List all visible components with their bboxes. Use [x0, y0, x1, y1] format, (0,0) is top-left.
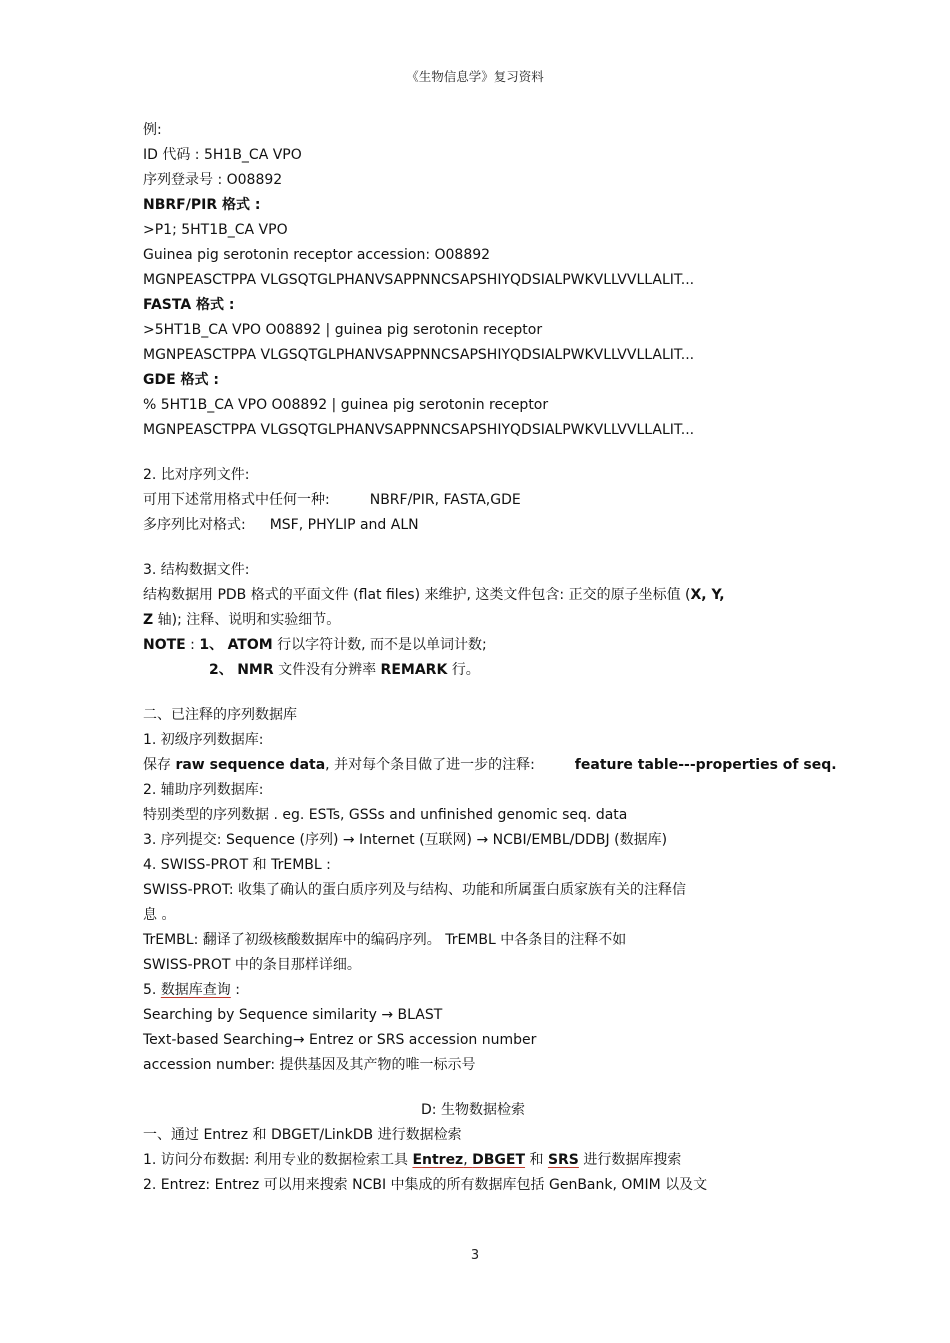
- note-line: [143, 658, 823, 683]
- text: 可用下述常用格式中任何一种:: [143, 492, 330, 508]
- text-line: [143, 978, 823, 1003]
- text: 格式 :: [191, 297, 235, 313]
- bold-text: REMARK: [380, 662, 448, 678]
- text-line: >P1; 5HT1B_CA VPO: [143, 222, 288, 238]
- text-line: 例:: [143, 122, 162, 138]
- text-line: [143, 1148, 823, 1173]
- text-line: 3. 序列提交: Sequence (序列) → Internet (互联网) → NCBI/EMBL/DDBJ (数据库): [143, 832, 668, 848]
- text: 1. 访问分布数据: 利用专业的数据检索工具: [143, 1152, 413, 1168]
- text-line: >5HT1B_CA VPO O08892 | guinea pig serotonin receptor: [143, 322, 543, 338]
- text: 行以字符计数, 而不是以单词计数;: [272, 637, 487, 653]
- text-line: Guinea pig serotonin receptor accession: O08892: [143, 247, 491, 263]
- page-header: 《生物信息学》复习资料: [406, 69, 544, 84]
- text: 5.: [143, 982, 161, 998]
- bold-text: raw sequence data: [175, 757, 326, 773]
- underlined-text: SRS: [547, 1152, 579, 1168]
- section-heading: 3. 结构数据文件:: [143, 562, 250, 578]
- section-heading: 二、已注释的序列数据库: [143, 707, 297, 723]
- bold-text: NMR: [237, 662, 274, 678]
- text-line: 4. SWISS-PROT 和 TrEMBL :: [143, 857, 331, 873]
- note-line: [143, 633, 823, 658]
- text: 结构数据用 PDB 格式的平面文件 (flat files) 来维护, 这类文件包含: 正交的原子坐标值 (: [143, 587, 691, 603]
- text-line: [143, 513, 823, 538]
- underlined-text: Entrez: [412, 1152, 464, 1168]
- text: , 并对每个条目做了进一步的注释:: [325, 757, 535, 773]
- bold-text: NBRF/PIR: [143, 197, 218, 213]
- text: MSF, PHYLIP and ALN: [269, 517, 419, 533]
- text: NBRF/PIR, FASTA,GDE: [369, 492, 521, 508]
- text-line: 1. 初级序列数据库:: [143, 732, 264, 748]
- text-line: [143, 608, 823, 633]
- format-heading-nbrf: [143, 193, 823, 218]
- text-line: Text-based Searching→ Entrez or SRS accession number: [143, 1032, 537, 1048]
- text: :: [230, 982, 240, 998]
- sequence-line: MGNPEASCTPPA VLGSQTGLPHANVSAPPNNCSAPSHIYQDSIALPWKVLLVVLLALIT...: [143, 347, 695, 363]
- text: :: [185, 637, 200, 653]
- text: 轴); 注释、说明和实验细节。: [153, 612, 341, 628]
- page-number: 3: [470, 1248, 480, 1263]
- format-heading-fasta: [143, 293, 823, 318]
- text-line: [143, 583, 823, 608]
- bold-text: GDE: [143, 372, 176, 388]
- text-line: Searching by Sequence similarity → BLAST: [143, 1007, 443, 1023]
- underlined-text: DBGET: [472, 1152, 526, 1168]
- text-line: ID 代码 : 5H1B_CA VPO: [143, 147, 302, 163]
- text: 文件没有分辨率: [273, 662, 381, 678]
- bold-text: FASTA: [143, 297, 192, 313]
- bold-text: Z: [143, 612, 154, 628]
- text-line: accession number: 提供基因及其产物的唯一标示号: [143, 1057, 476, 1073]
- text-line: 序列登录号 : O08892: [143, 172, 283, 188]
- sequence-line: MGNPEASCTPPA VLGSQTGLPHANVSAPPNNCSAPSHIYQDSIALPWKVLLVVLLALIT...: [143, 422, 695, 438]
- text-line: SWISS-PROT 中的条目那样详细。: [143, 957, 361, 973]
- text: 和: [525, 1152, 548, 1168]
- text-line: [143, 488, 823, 513]
- text-line: 特别类型的序列数据 . eg. ESTs, GSSs and unfinished genomic seq. data: [143, 807, 628, 823]
- text-line: TrEMBL: 翻译了初级核酸数据库中的编码序列。 TrEMBL 中各条目的注释不如: [143, 932, 627, 948]
- text: ,: [463, 1152, 473, 1168]
- bold-text: 1、: [199, 637, 224, 653]
- bold-text: 2、: [209, 662, 233, 678]
- bold-text: NOTE: [143, 637, 186, 653]
- text: 保存: [143, 757, 176, 773]
- section-heading: 2. 比对序列文件:: [143, 467, 250, 483]
- text: 格式 :: [217, 197, 261, 213]
- text-line: % 5HT1B_CA VPO O08892 | guinea pig serotonin receptor: [143, 397, 549, 413]
- text-line: SWISS-PROT: 收集了确认的蛋白质序列及与结构、功能和所属蛋白质家族有关的注释信: [143, 882, 687, 898]
- text-line: 一、通过 Entrez 和 DBGET/LinkDB 进行数据检索: [143, 1127, 462, 1143]
- underlined-text: 数据库查询: [160, 982, 231, 998]
- text: 进行数据库搜索: [578, 1152, 682, 1168]
- text-line: [143, 753, 837, 778]
- text-line: 2. Entrez: Entrez 可以用来搜索 NCBI 中集成的所有数据库包括 GenBank, OMIM 以及文: [143, 1177, 708, 1193]
- text: 多序列比对格式:: [143, 517, 246, 533]
- section-title: D: 生物数据检索: [421, 1102, 525, 1118]
- text: 行。: [447, 662, 480, 678]
- text-line: 息 。: [143, 907, 176, 923]
- format-heading-gde: [143, 368, 823, 393]
- bold-text: X, Y,: [690, 587, 725, 603]
- text: 格式 :: [175, 372, 220, 388]
- bold-text: feature table---properties of seq.: [574, 757, 837, 773]
- sequence-line: MGNPEASCTPPA VLGSQTGLPHANVSAPPNNCSAPSHIYQDSIALPWKVLLVVLLALIT...: [143, 272, 695, 288]
- page-content: [143, 118, 837, 1198]
- text-line: 2. 辅助序列数据库:: [143, 782, 264, 798]
- bold-text: ATOM: [227, 637, 273, 653]
